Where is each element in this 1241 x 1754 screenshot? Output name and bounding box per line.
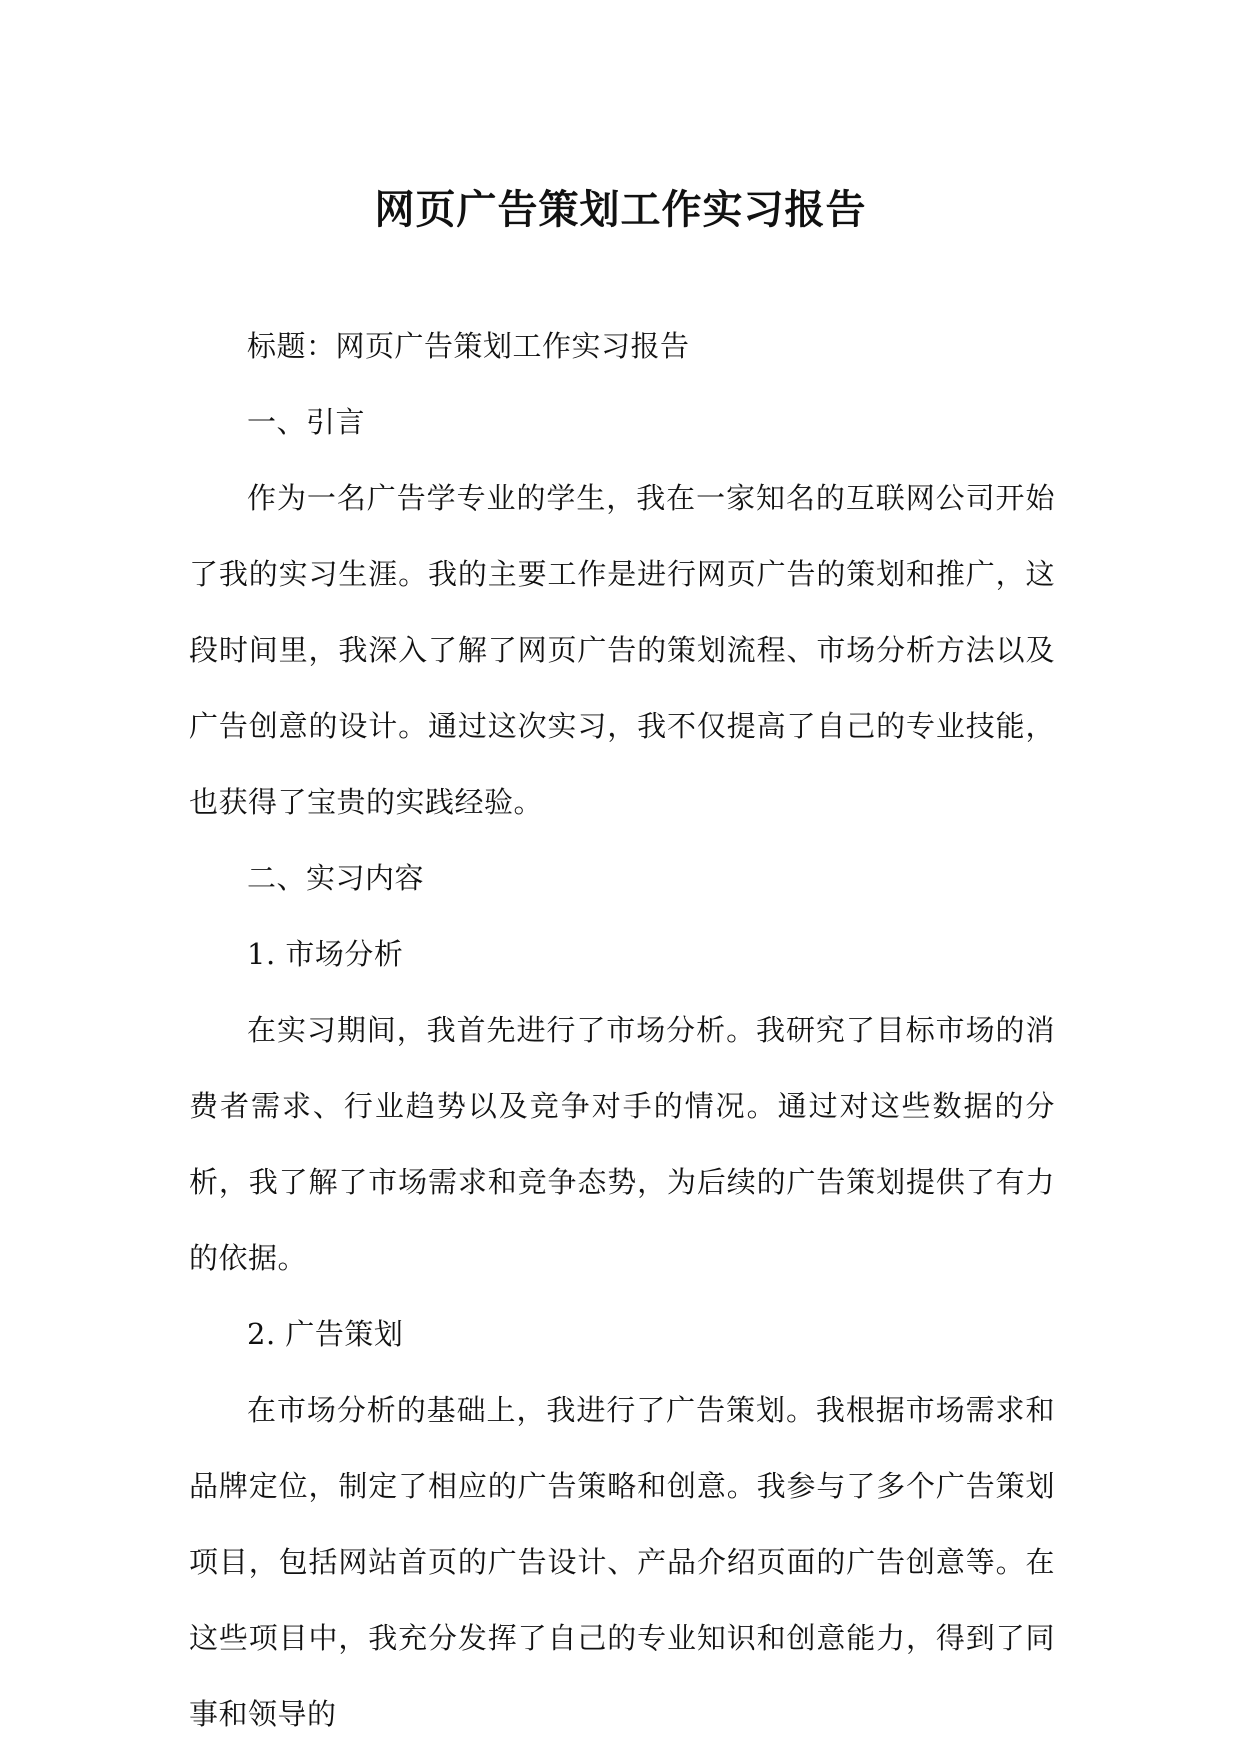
- document-title: 网页广告策划工作实习报告: [374, 186, 867, 233]
- paragraph-market-analysis: 在实习期间，我首先进行了市场分析。我研究了目标市场的消费者需求、行业趋势以及竞争对手的情况。通过对这些数据的分析，我了解了市场需求和竞争态势，为后续的广告策划提供了有力的依据。: [189, 1013, 1055, 1275]
- document-body: [189, 308, 1055, 1752]
- paragraph-title-line: 标题：网页广告策划工作实习报告: [247, 329, 690, 363]
- subheading-ad-planning: 2. 广告策划: [247, 1317, 404, 1351]
- section-heading-introduction: 一、引言: [247, 405, 366, 439]
- subheading-market-analysis: 1. 市场分析: [247, 937, 404, 971]
- paragraph-introduction: 作为一名广告学专业的学生，我在一家知名的互联网公司开始了我的实习生涯。我的主要工作是进行网页广告的策划和推广，这段时间里，我深入了解了网页广告的策划流程、市场分析方法以及广告创意的设计。通过这次实习，我不仅提高了自己的专业技能，也获得了宝贵的实践经验。: [189, 481, 1055, 819]
- section-heading-internship-content: 二、实习内容: [247, 861, 425, 895]
- paragraph-ad-planning: 在市场分析的基础上，我进行了广告策划。我根据市场需求和品牌定位，制定了相应的广告策略和创意。我参与了多个广告策划项目，包括网站首页的广告设计、产品介绍页面的广告创意等。在这些项目中，我充分发挥了自己的专业知识和创意能力，得到了同事和领导的: [189, 1393, 1055, 1731]
